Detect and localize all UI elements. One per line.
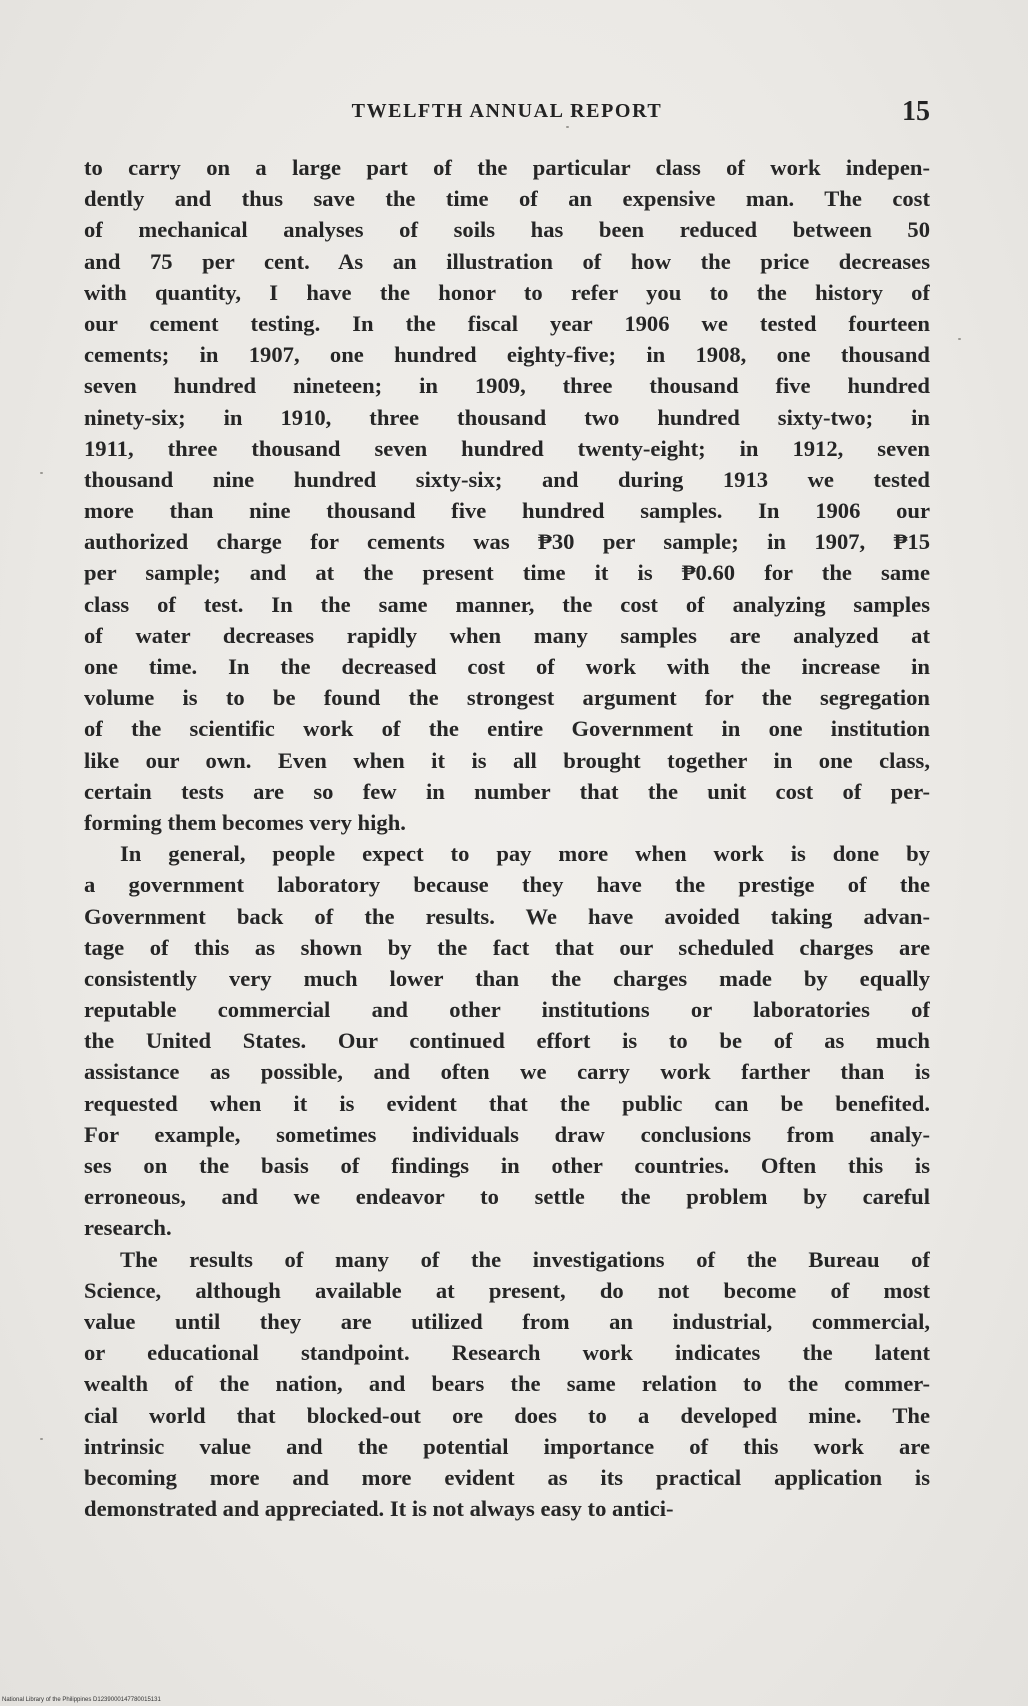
paragraph [84, 1244, 930, 1525]
scan-speck [40, 1438, 43, 1440]
body-text [84, 152, 930, 1524]
text-line: ninety-six; in 1910, three thousand two hundred sixty-two; in [84, 404, 930, 430]
text-line: of water decreases rapidly when many samples are analyzed at [84, 622, 930, 648]
text-line: 1911, three thousand seven hundred twenty-eight; in 1912, seven [84, 435, 930, 461]
text-line: For example, sometimes individuals draw conclusions from analy- [84, 1121, 930, 1147]
text-line: seven hundred nineteen; in 1909, three thousand five hundred [84, 373, 930, 399]
text-line: value until they are utilized from an industrial, commercial, [84, 1308, 930, 1334]
text-line: thousand nine hundred sixty-six; and during 1913 we tested [84, 466, 930, 492]
text-line: a government laboratory because they have the prestige of the [84, 872, 930, 898]
text-line: requested when it is evident that the public can be benefited. [84, 1090, 930, 1116]
text-line: cial world that blocked-out ore does to a developed mine. The [84, 1402, 930, 1428]
text-line: consistently very much lower than the charges made by equally [84, 965, 930, 991]
text-line: certain tests are so few in number that the unit cost of per- [84, 778, 930, 804]
text-line: erroneous, and we endeavor to settle the problem by careful [84, 1184, 930, 1210]
text-line: demonstrated and appreciated. It is not always easy to antici- [84, 1496, 674, 1522]
text-line: Government back of the results. We have avoided taking advan- [84, 903, 930, 929]
text-line: cements; in 1907, one hundred eighty-five; in 1908, one thousand [84, 342, 930, 368]
text-line: tage of this as shown by the fact that our scheduled charges are [84, 934, 930, 960]
text-line: with quantity, I have the honor to refer you to the history of [84, 279, 930, 305]
text-line: dently and thus save the time of an expensive man. The cost [84, 186, 930, 212]
running-head [84, 96, 930, 128]
text-line: reputable commercial and other institutions or laboratories of [84, 997, 930, 1023]
text-line: one time. In the decreased cost of work with the increase in [84, 654, 930, 679]
text-line: intrinsic value and the potential importance of this work are [84, 1433, 930, 1459]
paragraph [84, 838, 930, 1243]
text-line: our cement testing. In the fiscal year 1906 we tested fourteen [84, 310, 930, 336]
text-line: assistance as possible, and often we carry work farther than is [84, 1059, 930, 1085]
text-line: In general, people expect to pay more when work is done by [120, 841, 930, 867]
scan-speck [40, 472, 43, 474]
scan-speck [958, 338, 961, 340]
text-line: per sample; and at the present time it is ₱0.60 for the same [84, 560, 930, 586]
text-line: The results of many of the investigations of the Bureau of [120, 1246, 930, 1272]
text-line: and 75 per cent. As an illustration of how the price decreases [84, 248, 930, 274]
running-title: TWELFTH ANNUAL REPORT [351, 100, 663, 122]
text-line: Science, although available at present, do not become of most [84, 1277, 930, 1303]
scan-footer-note: National Library of the Philippines D1239000147780015131 [2, 1697, 161, 1703]
text-line: ses on the basis of findings in other countries. Often this is [84, 1153, 930, 1178]
text-line: volume is to be found the strongest argument for the segregation [84, 685, 930, 711]
text-line: wealth of the nation, and bears the same relation to the commer- [84, 1371, 930, 1397]
text-line: to carry on a large part of the particular class of work indepen- [84, 155, 930, 180]
text-line: forming them becomes very high. [84, 809, 406, 835]
text-line: of mechanical analyses of soils has been reduced between 50 [84, 217, 930, 243]
text-line: becoming more and more evident as its practical application is [84, 1464, 930, 1490]
text-line: class of test. In the same manner, the cost of analyzing samples [84, 591, 930, 617]
text-line: of the scientific work of the entire Government in one institution [84, 716, 930, 742]
text-line: authorized charge for cements was ₱30 per sample; in 1907, ₱15 [84, 529, 930, 555]
paragraph [84, 152, 930, 838]
text-line: research. [84, 1215, 172, 1241]
page-number: 15 [902, 96, 930, 127]
text-line: the United States. Our continued effort is to be of as much [84, 1028, 930, 1054]
text-line: more than nine thousand five hundred samples. In 1906 our [84, 498, 930, 524]
text-line: like our own. Even when it is all brought together in one class, [84, 747, 930, 773]
text-line: or educational standpoint. Research work indicates the latent [84, 1340, 930, 1366]
